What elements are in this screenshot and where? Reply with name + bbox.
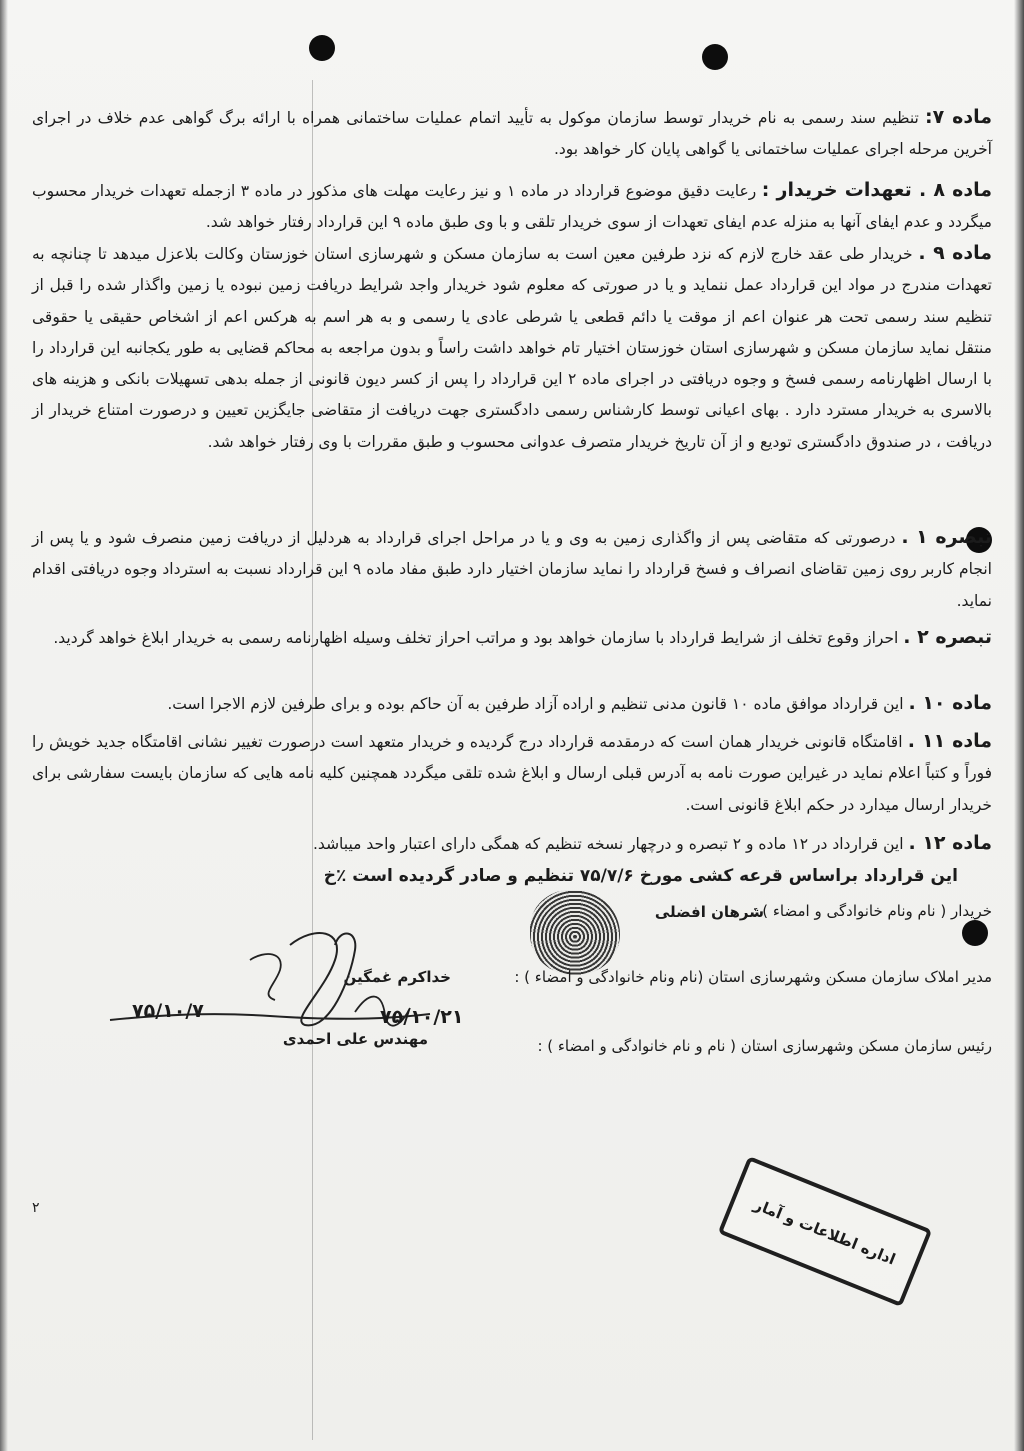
fingerprint — [530, 890, 620, 975]
note-1 — [32, 522, 992, 617]
punch-hole — [702, 44, 728, 70]
note-heading: تبصره ۲ . — [903, 626, 992, 648]
article-7 — [32, 102, 992, 166]
buyer-signature-label: خریدار ( نام ونام خانوادگی و امضاء ) : — [752, 902, 992, 920]
stamp-text: اداره اطلاعات و آمار — [751, 1194, 899, 1269]
handwritten-date-1: ۷۵/۱۰/۷ — [132, 1000, 204, 1022]
article-11 — [32, 726, 992, 821]
article-heading: ماده ۱۱ . — [907, 730, 992, 752]
handwritten-date-2: ۷۵/۱۰/۲۱ — [380, 1006, 464, 1028]
article-body: رعایت دقیق موضوع قرارداد در ماده ۱ و نیز رعایت مهلت های مذکور در ماده ۳ ازجمله تعهدات خریدار محسوب میگردد و عدم ایفای آنها به منزله عدم ایفای تعهدات از سوی خریدار تلقی و با وی طبق ماده ۹ این قرارداد رفتار خواهد شد. — [32, 182, 992, 232]
page-number: ۲ — [32, 1200, 40, 1216]
article-8 — [32, 175, 992, 239]
article-body: اقامتگاه قانونی خریدار همان است که درمقدمه قرارداد درج گردیده و خریدار متعهد است درصورت تغییر نشانی اقامتگاه جدید خویش را فوراً و کتباً اعلام نماید در غیراین صورت نامه به آدرس قبلی ارسال و ابلاغ شده تلقی میگردد همچنین کلیه نامه هایی که سازمان بایست سفارشی برای خریدار ارسال میدارد در حکم ابلاغ قانونی است. — [32, 733, 992, 814]
article-heading: ماده ۱۰ . — [908, 692, 992, 714]
buyer-name: شرهان افضلی — [654, 903, 764, 921]
article-body: این قرارداد موافق ماده ۱۰ قانون مدنی تنظیم و اراده آزاد طرفین به آن حاکم بوده و برای طرفین لازم الاجرا است. — [167, 695, 904, 713]
article-12 — [32, 828, 992, 860]
article-body: تنظیم سند رسمی به نام خریدار توسط سازمان موکول به تأیید اتمام عملیات ساختمانی همراه با ارائه برگ گواهی عدم خلاف در اجرای آخرین مرحله اجرای عملیات ساختمانی یا گواهی پایان کار خواهد بود. — [32, 109, 992, 159]
article-heading: ماده ۹ . — [918, 242, 992, 264]
note-2 — [32, 622, 992, 654]
article-heading: ماده ۱۲ . — [908, 832, 992, 854]
article-heading: ماده ۷: — [925, 106, 992, 128]
article-9 — [32, 238, 992, 458]
director-name: مهندس علی احمدی — [282, 1030, 428, 1048]
note-body: احراز وقوع تخلف از شرایط قرارداد با سازمان خواهد بود و مراتب احراز تخلف وسیله اظهارنامه رسمی به خریدار ابلاغ خواهد گردید. — [53, 629, 899, 647]
note-body: درصورتی که متقاضی پس از واگذاری زمین به وی و یا در مراحل اجرای قرارداد به هردلیل از دریافت زمین منصرف شود و یا پس از انجام کاربر روی زمین تقاضای انصراف و فسخ قرارداد را نماید سازمان اختیار دارد طبق مفاد ماده ۹ این قرارداد نسبت به استرداد وجوه دریافتی اقدام نماید. — [32, 529, 992, 610]
scan-edge-left — [0, 0, 8, 1451]
article-body: این قرارداد در ۱۲ ماده و ۲ تبصره و درچهار نسخه تنظیم که همگی دارای اعتبار واحد میباشد. — [313, 835, 904, 853]
lottery-line: این قرارداد براساس قرعه کشی مورخ ۷۵/۷/۶ تنظیم و صادر گردیده است ٪خ — [323, 866, 958, 886]
note-heading: تبصره ۱ . — [901, 526, 993, 548]
scan-edge-right — [1014, 0, 1024, 1451]
punch-hole — [962, 920, 988, 946]
office-stamp — [718, 1156, 933, 1307]
punch-hole — [309, 35, 335, 61]
director-label: رئیس سازمان مسکن وشهرسازی استان ( نام و نام خانوادگی و امضاء ) : — [537, 1037, 992, 1055]
article-10 — [32, 688, 992, 720]
property-manager-name: خداکرم غمگین — [343, 968, 451, 986]
article-heading: ماده ۸ . تعهدات خریدار : — [761, 179, 993, 201]
article-body: خریدار طی عقد خارج لازم که نزد طرفین معین است به سازمان مسکن و شهرسازی استان خوزستان وکالت بلاعزل میدهد تا چنانچه به تعهدات مندرج در مواد این قرارداد عمل ننماید و یا در صورتی که معلوم شود خریدار واجد شرایط دریافت زمین نبوده یا زمین واگذار شده را قبل از تنظیم سند رسمی تحت هر عنوان اعم از موقت یا دائم قطعی یا شرطی عادی یا رسمی و به هر اسم به هرکس اعم از اشخاص حقیقی یا حقوقی منتقل نماید سازمان مسکن و شهرسازی استان خوزستان اختیار تام خواهد داشت راساً و بدون مراجعه به محاکم قضایی به طور یکجانبه این قرارداد را با ارسال اظهارنامه رسمی فسخ و وجوه دریافتی در اجرای ماده ۲ این قرارداد را پس از کسر دیون قانونی از جمله بدهی تسهیلات بانکی و هزینه های بالاسری به خریدار مسترد دارد . بهای اعیانی توسط کارشناس رسمی دادگستری جهت دریافت از متقاضی جایگزین تعیین و درصورت امتناع خریدار از دریافت ، در صندوق دادگستری تودیع و از آن تاریخ خریدار متصرف عدوانی محسوب و طبق مقررات با وی رفتار خواهد شد. — [32, 245, 992, 451]
property-manager-label: مدیر املاک سازمان مسکن وشهرسازی استان (نام ونام خانوادگی و امضاء ) : — [514, 968, 992, 986]
